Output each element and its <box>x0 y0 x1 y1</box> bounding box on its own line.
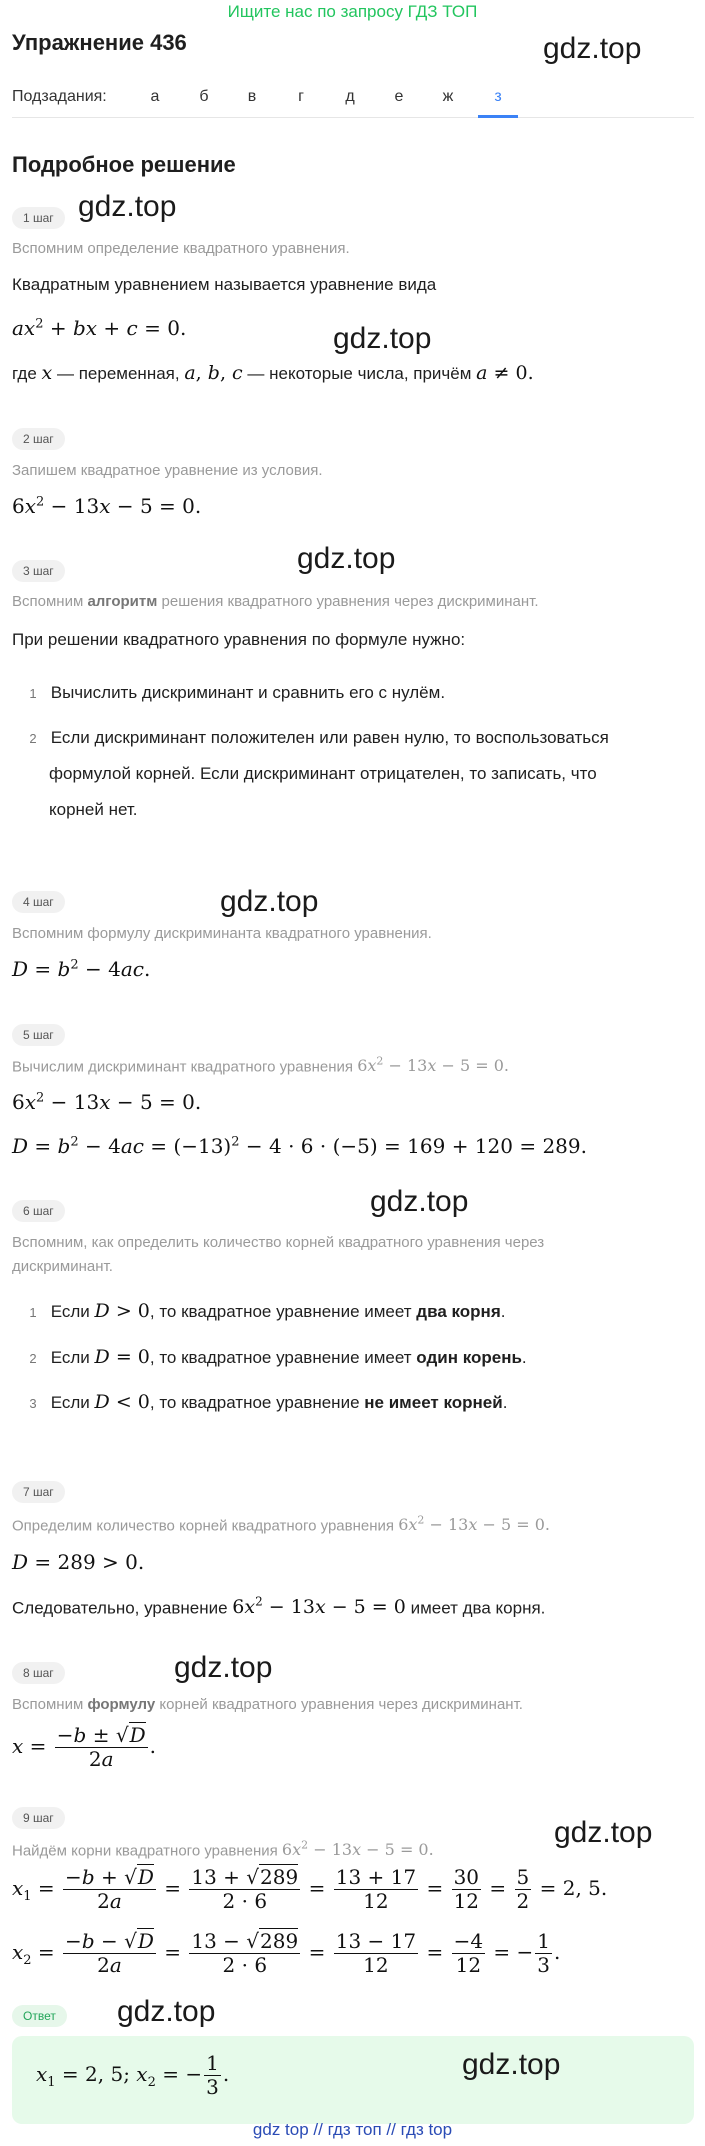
roots-formula: x = $\frac{-b \pm √D}{2a}$ . <box>12 1723 156 1771</box>
discriminant-calc: $D = b^2 - 4ac = (-13)^2 - 4 \cdot 6 \cdot (-5) = 169 + 120 = 289$. <box>12 1134 587 1158</box>
answer-value: $x_1 = 2$, 5; $x_2$ = − $\frac{1}{3}$ . <box>36 2051 230 2099</box>
step-hint: Найдём корни квадратного уравнения $6x^2 - 13x - 5 = 0$. <box>12 1839 434 1860</box>
step-badge: 9 шаг <box>12 1807 65 1829</box>
list-item-cont: формулой корней. Если дискриминант отрицателен, то записать, что <box>49 764 597 783</box>
step-badge: 5 шаг <box>12 1024 65 1046</box>
step-hint: Вспомним формулу дискриминанта квадратного уравнения. <box>12 925 432 942</box>
root-x1: $x_1$ = $\frac{-b + √D}{2a}$ = $\frac{13 + √289}{2 \cdot 6}$ = $\frac{13 + 17}{12}$ = $\frac{30}{12}$ = $\frac{5}{2}$ = 2, 5. <box>12 1865 608 1913</box>
where-prefix: где <box>12 364 37 383</box>
equation: $6x^2 - 13x - 5 = 0$. <box>12 494 202 518</box>
watermark: gdz.top <box>462 2048 561 2081</box>
watermark: gdz.top <box>78 190 177 223</box>
tab-v[interactable]: в <box>247 88 257 105</box>
step-hint: Запишем квадратное уравнение из условия. <box>12 462 323 479</box>
where-mid1: — переменная, <box>57 364 180 383</box>
where-mid2: — некоторые числа, причём <box>247 364 472 383</box>
step-hint-cont: дискриминант. <box>12 1258 113 1275</box>
list-item-cont: корней нет. <box>49 800 138 819</box>
discriminant-result: D = 289 > 0. <box>12 1550 145 1574</box>
step-text-where: где x — переменная, a, b, c — некоторые числа, причём a ≠ 0. <box>12 362 534 384</box>
step-hint: Вычислим дискриминант квадратного уравнения $6x^2 - 13x - 5 = 0$. <box>12 1055 509 1076</box>
equation: $6x^2 - 13x - 5 = 0$. <box>12 1090 202 1114</box>
step-hint: Вспомним определение квадратного уравнения. <box>12 240 350 257</box>
step-text: Квадратным уравнением называется уравнение вида <box>12 275 437 294</box>
step-hint: Вспомним алгоритм решения квадратного уравнения через дискриминант. <box>12 593 539 610</box>
step-badge: 2 шаг <box>12 428 65 450</box>
subtasks-tabs <box>12 82 694 118</box>
list-item: 1 Вычислить дискриминант и сравнить его с нулём. <box>29 683 446 702</box>
watermark: gdz.top <box>543 32 642 65</box>
watermark: gdz.top <box>174 1651 273 1684</box>
section-title: Подробное решение <box>12 152 236 177</box>
tab-z[interactable]: з <box>478 88 518 118</box>
tab-d[interactable]: д <box>345 88 355 105</box>
tab-zh[interactable]: ж <box>442 88 454 105</box>
step-badge: 4 шаг <box>12 891 65 913</box>
tab-g[interactable]: г <box>298 88 304 105</box>
step-badge: 8 шаг <box>12 1662 65 1684</box>
list-item: 2 Если дискриминант положителен или равен нулю, то воспользоваться <box>29 728 609 747</box>
step-hint: Определим количество корней квадратного уравнения $6x^2 - 13x - 5 = 0$. <box>12 1514 550 1535</box>
step-badge: 7 шаг <box>12 1481 65 1503</box>
watermark: gdz.top <box>554 1816 653 1849</box>
list-item: 1 Если D > 0, то квадратное уравнение имеет два корня. <box>29 1300 506 1322</box>
watermark: gdz.top <box>333 322 432 355</box>
page-title: Упражнение 436 <box>12 30 187 55</box>
footer-links[interactable]: gdz top // гдз топ // гдз top <box>252 2120 453 2139</box>
conclusion: Следовательно, уравнение $6x^2 - 13x - 5 = 0$ имеет два корня. <box>12 1595 546 1619</box>
root-x2: $x_2$ = $\frac{-b - √D}{2a}$ = $\frac{13 - √289}{2 \cdot 6}$ = $\frac{13 - 17}{12}$ = $\frac{-4}{12}$ = − $\frac{1}{3}$ . <box>12 1929 561 1977</box>
general-equation: $ax^2$ + bx + c = 0. <box>12 316 187 340</box>
discriminant-formula: $D = b^2 - 4ac$. <box>12 957 151 981</box>
watermark: gdz.top <box>297 542 396 575</box>
watermark: gdz.top <box>117 1995 216 2028</box>
list-item: 2 Если D = 0, то квадратное уравнение имеет один корень. <box>29 1346 527 1368</box>
tab-a[interactable]: а <box>150 88 160 105</box>
list-item: 3 Если D < 0, то квадратное уравнение не имеет корней. <box>29 1391 508 1413</box>
step-text: При решении квадратного уравнения по формуле нужно: <box>12 630 466 649</box>
tab-b[interactable]: б <box>199 88 209 105</box>
step-badge: 3 шаг <box>12 560 65 582</box>
step-badge: 6 шаг <box>12 1200 65 1222</box>
step-badge: 1 шаг <box>12 207 65 229</box>
step-hint: Вспомним, как определить количество корней квадратного уравнения через <box>12 1234 545 1251</box>
step-hint: Вспомним формулу корней квадратного уравнения через дискриминант. <box>12 1696 523 1713</box>
answer-box <box>12 2036 694 2124</box>
top-banner[interactable]: Ищите нас по запросу ГДЗ ТОП <box>227 2 478 21</box>
tab-e[interactable]: е <box>394 88 404 105</box>
watermark: gdz.top <box>220 885 319 918</box>
answer-badge: Ответ <box>12 2005 67 2027</box>
subtasks-label: Подзадания: <box>12 88 107 105</box>
watermark: gdz.top <box>370 1185 469 1218</box>
